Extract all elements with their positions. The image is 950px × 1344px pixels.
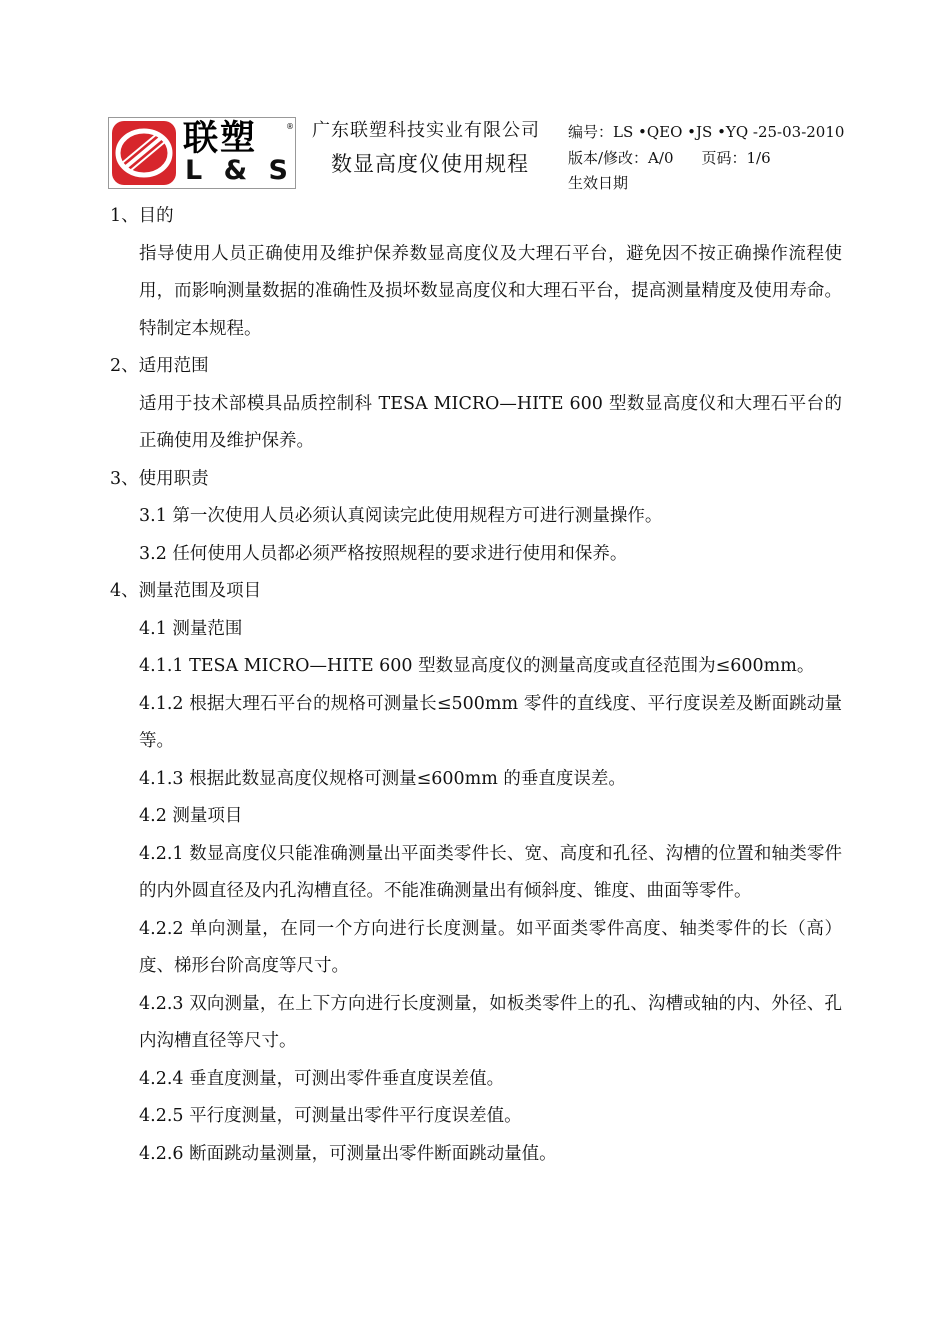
- logo-emblem-icon: [112, 121, 176, 185]
- section-heading: 3、使用职责: [110, 468, 209, 489]
- logo-english-text: L & S: [185, 155, 294, 186]
- company-name: 广东联塑科技实业有限公司: [312, 120, 540, 141]
- section-paragraph: 4.1.3 根据此数显高度仪规格可测量≤600mm 的垂直度误差。: [139, 768, 626, 789]
- document-body: [110, 198, 842, 1173]
- version-page-line: [568, 147, 771, 168]
- section-paragraph: 3.1 第一次使用人员必须认真阅读完此使用规程方可进行测量操作。: [139, 506, 663, 526]
- version-label: 版本/修改：A/0: [568, 149, 674, 167]
- section-paragraph: 指导使用人员正确使用及维护保养数显高度仪及大理石平台，避免因不按正确操作流程使用，而影响测量数据的准确性及损坏数显高度仪和大理石平台，提高测量精度及使用寿命。特制定本规程。: [139, 243, 842, 339]
- section-paragraph: 3.2 任何使用人员都必须严格按照规程的要求进行使用和保养。: [139, 543, 628, 564]
- section-paragraph: 4.1.2 根据大理石平台的规格可测量长≤500mm 零件的直线度、平行度误差及断面跳动量等。: [139, 693, 842, 751]
- subsection-heading: 4.2 测量项目: [139, 806, 243, 826]
- company-logo: [108, 117, 296, 189]
- section-paragraph: 4.2.3 双向测量，在上下方向进行长度测量，如板类零件上的孔、沟槽或轴的内、外径、孔内沟槽直径等尺寸。: [139, 993, 842, 1051]
- section-paragraph: 4.2.2 单向测量，在同一个方向进行长度测量。如平面类零件高度、轴类零件的长（高）度、梯形台阶高度等尺寸。: [139, 918, 842, 976]
- logo-chinese-text: 联塑: [183, 119, 258, 159]
- logo-registered-mark: ®: [286, 122, 294, 131]
- section-paragraph: 4.1.1 TESA MICRO—HITE 600 型数显高度仪的测量高度或直径范围为≤600mm。: [139, 656, 815, 676]
- document-number: 编号：LS •QEO •JS •YQ -25-03-2010: [568, 123, 845, 141]
- section-heading: 4、测量范围及项目: [110, 581, 262, 601]
- effective-date-label: 生效日期: [568, 174, 629, 192]
- section-paragraph: 4.2.5 平行度测量，可测量出零件平行度误差值。: [139, 1106, 522, 1126]
- section-paragraph: 4.2.4 垂直度测量，可测出零件垂直度误差值。: [139, 1068, 505, 1089]
- section-paragraph: 4.2.1 数显高度仪只能准确测量出平面类零件长、宽、高度和孔径、沟槽的位置和轴类零件的内外圆直径及内孔沟槽直径。不能准确测量出有倾斜度、锥度、曲面等零件。: [139, 843, 842, 901]
- section-heading: 1、目的: [110, 206, 174, 226]
- section-paragraph: 4.2.6 断面跳动量测量，可测量出零件断面跳动量值。: [139, 1143, 557, 1164]
- page-number: 页码：1/6: [701, 149, 771, 167]
- section-heading: 2、适用范围: [110, 356, 209, 376]
- document-title: 数显高度仪使用规程: [331, 152, 529, 176]
- subsection-heading: 4.1 测量范围: [139, 618, 243, 639]
- section-paragraph: 适用于技术部模具品质控制科 TESA MICRO—HITE 600 型数显高度仪和大理石平台的正确使用及维护保养。: [139, 393, 842, 451]
- document-header: [108, 112, 848, 192]
